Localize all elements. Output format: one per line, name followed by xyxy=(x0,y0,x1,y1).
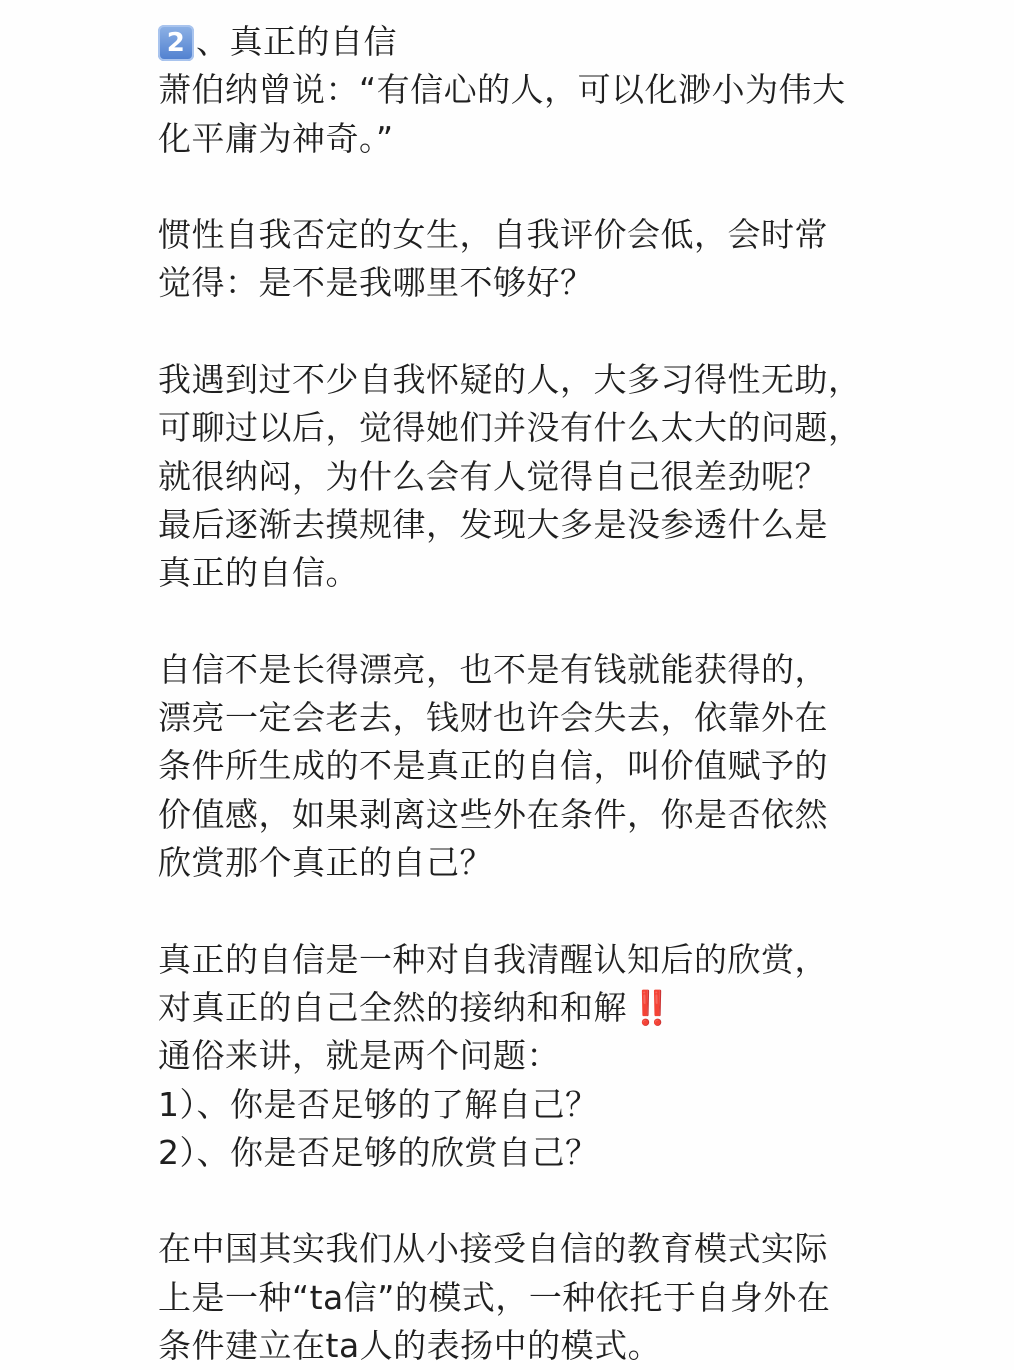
paragraph-gap xyxy=(158,308,858,356)
text-line: 化平庸为神奇。” xyxy=(158,118,394,158)
double-exclamation-icon: ‼️ xyxy=(631,987,671,1027)
text-line: 上是一种“ta信”的模式，一种依托于自身外在 xyxy=(158,1277,831,1317)
section-heading xyxy=(158,18,858,66)
text-line: 自信不是长得漂亮，也不是有钱就能获得的， xyxy=(158,649,828,689)
paragraph-gap xyxy=(158,163,858,211)
text-line: 对真正的自己全然的接纳和和解 xyxy=(158,987,627,1027)
text-line: 价值感，如果剥离这些外在条件，你是否依然 xyxy=(158,794,828,834)
paragraph-gap xyxy=(158,1177,858,1225)
paragraph-gap xyxy=(158,887,858,935)
text-line: 最后逐渐去摸规律，发现大多是没参透什么是 xyxy=(158,504,828,544)
text-line: 我遇到过不少自我怀疑的人，大多习得性无助， xyxy=(158,360,862,400)
text-line: 在中国其实我们从小接受自信的教育模式实际 xyxy=(158,1229,828,1269)
list-item: 2）、你是否足够的欣赏自己？ xyxy=(158,1132,599,1172)
text-line: 真正的自信是一种对自我清醒认知后的欣赏， xyxy=(158,939,828,979)
text-line: 条件建立在ta人的表扬中的模式。 xyxy=(158,1326,662,1366)
text-line: 惯性自我否定的女生，自我评价会低，会时常 xyxy=(158,215,828,255)
text-line: 萧伯纳曾说：“有信心的人，可以化渺小为伟大 xyxy=(158,70,846,110)
text-line-with-emoji xyxy=(158,984,858,1032)
text-line: 欣赏那个真正的自己？ xyxy=(158,843,493,883)
list-item: 1）、你是否足够的了解自己？ xyxy=(158,1084,599,1124)
text-line: 漂亮一定会老去，钱财也许会失去，依靠外在 xyxy=(158,698,828,738)
text-line: 条件所生成的不是真正的自信，叫价值赋予的 xyxy=(158,746,828,786)
paragraph-gap xyxy=(158,598,858,646)
text-line: 可聊过以后，觉得她们并没有什么太大的问题， xyxy=(158,408,862,448)
text-line: 通俗来讲，就是两个问题： xyxy=(158,1036,560,1076)
text-line: 觉得：是不是我哪里不够好？ xyxy=(158,263,594,303)
keycap-number-icon: 2 xyxy=(158,25,194,61)
section-heading-text: 、真正的自信 xyxy=(196,22,397,61)
article-body xyxy=(158,18,862,1370)
text-line: 真正的自信。 xyxy=(158,553,359,593)
text-line: 就很纳闷，为什么会有人觉得自己很差劲呢？ xyxy=(158,456,828,496)
